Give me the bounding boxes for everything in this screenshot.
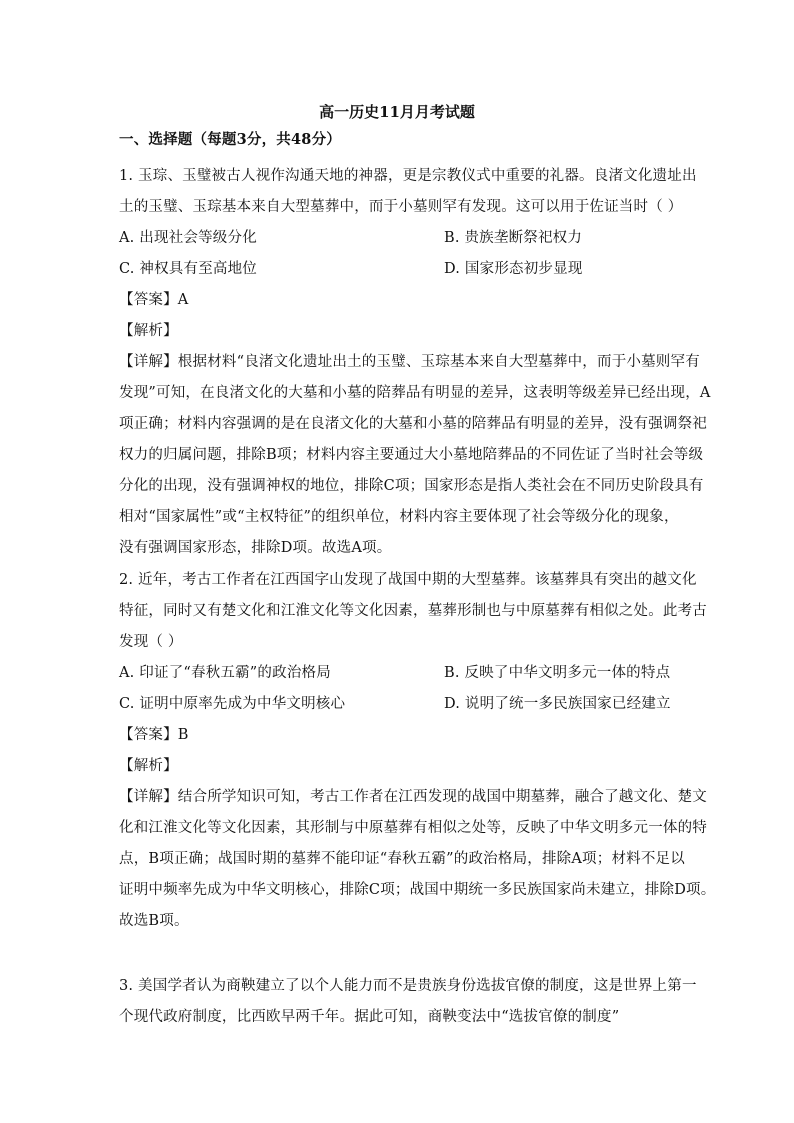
- q1-detail-line-5: 分化的出现，没有强调神权的地位，排除C项；国家形态是指人类社会在不同历史阶段具有: [119, 478, 704, 494]
- q1-answer: 【答案】A: [119, 292, 189, 308]
- q1-option-a: A. 出现社会等级分化: [119, 230, 257, 246]
- q3-stem-line-2: 个现代政府制度，比西欧早两千年。据此可知，商鞅变法中“选拔官僚的制度”: [119, 1009, 620, 1025]
- q1-detail-line-1: 【详解】根据材料“良渚文化遗址出土的玉璧、玉琮基本来自大型墓葬中，而于小墓则罕有: [119, 354, 700, 370]
- q1-stem-line-2: 土的玉璧、玉琮基本来自大型墓葬中，而于小墓则罕有发现。这可以用于佐证当时（ ）: [119, 199, 683, 215]
- q2-answer: 【答案】B: [119, 727, 189, 743]
- q1-detail-line-7: 没有强调国家形态，排除D项。故选A项。: [119, 540, 392, 556]
- q2-stem-line-3: 发现（ ）: [119, 634, 183, 650]
- q1-option-b: B. 贵族垄断祭祀权力: [444, 230, 583, 246]
- q2-option-c: C. 证明中原率先成为中华文明核心: [119, 696, 346, 712]
- q2-detail-line-1: 【详解】结合所学知识可知，考古工作者在江西发现的战国中期墓葬，融合了越文化、楚文: [119, 789, 707, 805]
- q2-stem-line-1: 2. 近年，考古工作者在江西国字山发现了战国中期的大型墓葬。该墓葬具有突出的越文化: [119, 572, 697, 588]
- q2-detail-line-2: 化和江淮文化等文化因素，其形制与中原墓葬有相似之处等，反映了中华文明多元一体的特: [119, 820, 707, 836]
- q2-option-b: B. 反映了中华文明多元一体的特点: [444, 665, 671, 681]
- q2-detail-line-3: 点，B项正确；战国时期的墓葬不能印证“春秋五霸”的政治格局，排除A项；材料不足以: [119, 851, 685, 867]
- q1-stem-line-1: 1. 玉琮、玉璧被古人视作沟通天地的神器，更是宗教仪式中重要的礼器。良渚文化遗址出: [119, 168, 697, 184]
- q2-detail-line-5: 故选B项。: [119, 913, 189, 929]
- q1-detail-line-3: 项正确；材料内容强调的是在良渚文化的大墓和小墓的陪葬品有明显的差异，没有强调祭祀: [119, 416, 707, 432]
- q2-option-d: D. 说明了统一多民族国家已经建立: [444, 696, 671, 712]
- q2-option-a: A. 印证了“春秋五霸”的政治格局: [119, 665, 331, 681]
- section-heading: 一、选择题（每题3分，共48分）: [119, 131, 341, 148]
- q3-stem-line-1: 3. 美国学者认为商鞅建立了以个人能力而不是贵族身份选拔官僚的制度，这是世界上第一: [119, 978, 697, 994]
- q1-analysis-label: 【解析】: [119, 323, 178, 339]
- q1-detail-line-2: 发现”可知，在良渚文化的大墓和小墓的陪葬品有明显的差异，这表明等级差异已经出现，A: [119, 385, 711, 401]
- q2-stem-line-2: 特征，同时又有楚文化和江淮文化等文化因素，墓葬形制也与中原墓葬有相似之处。此考古: [119, 603, 707, 619]
- page-title: 高一历史11月月考试题: [319, 103, 475, 121]
- q1-option-c: C. 神权具有至高地位: [119, 261, 257, 277]
- q1-option-d: D. 国家形态初步显现: [444, 261, 583, 277]
- q1-detail-line-6: 相对“国家属性”或“主权特征”的组织单位，材料内容主要体现了社会等级分化的现象，: [119, 509, 679, 525]
- q2-analysis-label: 【解析】: [119, 758, 178, 774]
- q2-detail-line-4: 证明中频率先成为中华文明核心，排除C项；战国中期统一多民族国家尚未建立，排除D项。: [119, 882, 716, 898]
- q1-detail-line-4: 权力的归属问题，排除B项；材料内容主要通过大小墓地陪葬品的不同佐证了当时社会等级: [119, 447, 704, 463]
